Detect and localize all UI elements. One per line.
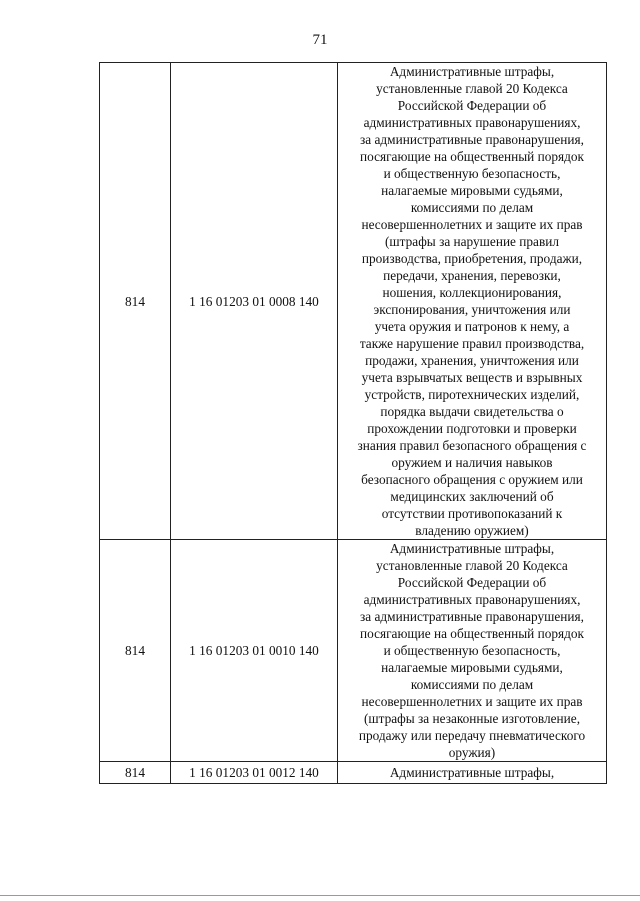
- description-cell: [338, 762, 607, 784]
- description-line: экспонирования, уничтожения или: [373, 302, 571, 317]
- description-line: безопасного обращения с оружием или: [361, 472, 583, 487]
- description-line: административных правонарушениях,: [363, 592, 581, 607]
- admin-code-cell: 814: [100, 63, 171, 540]
- description-line: установленные главой 20 Кодекса: [376, 558, 568, 573]
- description-line: прохождении подготовки и проверки: [367, 421, 577, 436]
- table-row: [100, 540, 607, 762]
- description-line: за административные правонарушения,: [360, 132, 584, 147]
- kbk-code-cell: 1 16 01203 01 0010 140: [171, 540, 338, 762]
- description-line: посягающие на общественный порядок: [359, 626, 585, 641]
- description-line: знания правил безопасного обращения с: [357, 438, 587, 453]
- description-cell: [338, 63, 607, 540]
- description-line: владению оружием): [415, 523, 529, 538]
- description-line: административных правонарушениях,: [363, 115, 581, 130]
- description-line: Российской Федерации об: [397, 575, 547, 590]
- description-line: отсутствии противопоказаний к: [381, 506, 563, 521]
- description-line: медицинских заключений об: [390, 489, 554, 504]
- description-line: и общественную безопасность,: [383, 643, 561, 658]
- description-line: установленные главой 20 Кодекса: [376, 81, 568, 96]
- description-line: несовершеннолетних и защите их прав: [361, 694, 583, 709]
- description-cell: [338, 540, 607, 762]
- description-line: несовершеннолетних и защите их прав: [361, 217, 583, 232]
- description-line: (штрафы за нарушение правил: [385, 234, 559, 249]
- description-line: учета взрывчатых веществ и взрывных: [361, 370, 583, 385]
- description-line: Российской Федерации об: [397, 98, 547, 113]
- description-line: Административные штрафы,: [389, 64, 555, 79]
- admin-code-cell: 814: [100, 540, 171, 762]
- description-line: оружия): [448, 745, 496, 760]
- description-line: продажу или передачу пневматического: [358, 728, 586, 743]
- budget-code-table: [99, 62, 607, 784]
- description-line: порядка выдачи свидетельства о: [380, 404, 564, 419]
- description-line: устройств, пиротехнических изделий,: [364, 387, 580, 402]
- page-number: 71: [312, 32, 328, 48]
- table-row: [100, 63, 607, 540]
- description-line: учета оружия и патронов к нему, а: [374, 319, 570, 334]
- page-bottom-rule: [0, 895, 640, 896]
- description-line: посягающие на общественный порядок: [359, 149, 585, 164]
- description-line: и общественную безопасность,: [383, 166, 561, 181]
- description-line: производства, приобретения, продажи,: [361, 251, 583, 266]
- description-line: ношения, коллекционирования,: [382, 285, 562, 300]
- description-line: Административные штрафы,: [389, 541, 555, 556]
- kbk-code-cell: 1 16 01203 01 0012 140: [171, 762, 338, 784]
- description-line: за административные правонарушения,: [360, 609, 584, 624]
- description-line: налагаемые мировыми судьями,: [381, 660, 563, 675]
- description-line: Административные штрафы,: [389, 765, 555, 780]
- description-line: также нарушение правил производства,: [359, 336, 585, 351]
- description-line: комиссиями по делам: [410, 677, 534, 692]
- description-line: оружием и наличия навыков: [391, 455, 553, 470]
- kbk-code-cell: 1 16 01203 01 0008 140: [171, 63, 338, 540]
- description-line: налагаемые мировыми судьями,: [381, 183, 563, 198]
- description-line: передачи, хранения, перевозки,: [383, 268, 561, 283]
- admin-code-cell: 814: [100, 762, 171, 784]
- description-line: комиссиями по делам: [410, 200, 534, 215]
- description-line: продажи, хранения, уничтожения или: [365, 353, 579, 368]
- description-line: (штрафы за незаконные изготовление,: [363, 711, 581, 726]
- table-row: [100, 762, 607, 784]
